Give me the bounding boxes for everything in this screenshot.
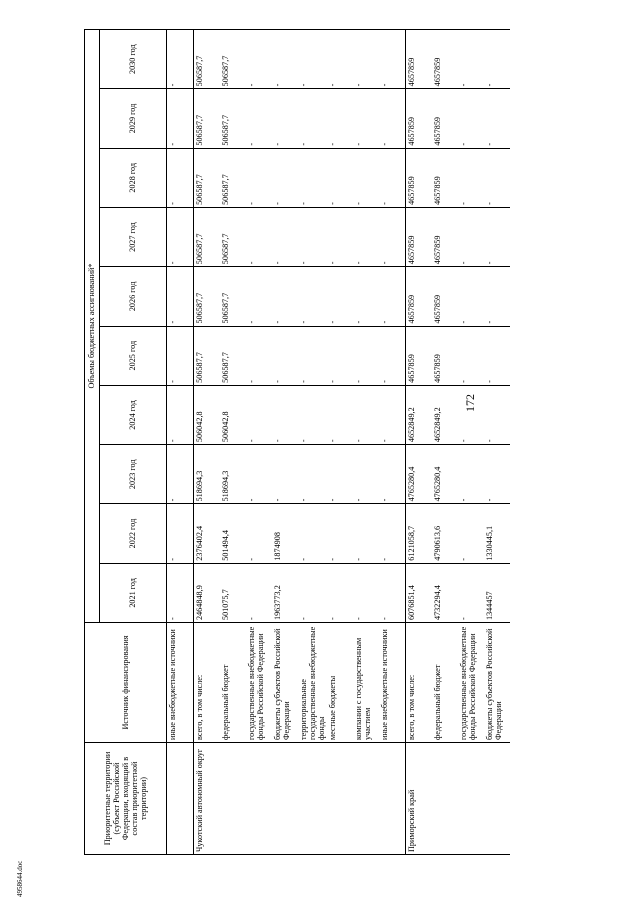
value-cell: - xyxy=(272,445,298,504)
value-cell: - xyxy=(167,89,194,148)
territory-cell: Приморский край xyxy=(406,743,433,855)
value-cell: 4657859 xyxy=(406,148,433,207)
value-cell: - xyxy=(379,148,406,207)
value-cell: 1874908 xyxy=(272,504,298,563)
budget-table xyxy=(84,29,510,855)
value-cell: - xyxy=(353,326,379,385)
year-header: 2030 год xyxy=(100,29,167,88)
value-cell: - xyxy=(379,207,406,266)
value-cell: 6121058,7 xyxy=(406,504,433,563)
table-row xyxy=(246,29,272,854)
value-cell: - xyxy=(458,89,484,148)
table-row xyxy=(327,29,353,854)
value-cell: - xyxy=(458,504,484,563)
value-cell: 518694,3 xyxy=(220,445,246,504)
value-cell: - xyxy=(379,445,406,504)
budget-table-container xyxy=(84,30,560,855)
value-cell: - xyxy=(167,267,194,326)
table-row xyxy=(379,29,406,854)
value-cell: - xyxy=(327,148,353,207)
value-cell: - xyxy=(353,504,379,563)
source-cell: бюджеты субъектов Российской Федерации xyxy=(484,623,510,743)
value-cell: - xyxy=(379,326,406,385)
value-cell: - xyxy=(167,445,194,504)
value-cell: 4657859 xyxy=(432,89,458,148)
value-cell: 506587,7 xyxy=(220,207,246,266)
source-cell: государственные внебюджетные фонды Российской Федерации xyxy=(246,623,272,743)
value-cell: 4765280,4 xyxy=(432,445,458,504)
value-cell: - xyxy=(167,563,194,622)
value-cell: 506587,7 xyxy=(220,326,246,385)
value-cell: - xyxy=(167,207,194,266)
territory-cell xyxy=(246,743,272,855)
source-cell: местные бюджеты xyxy=(327,623,353,743)
value-cell: - xyxy=(272,326,298,385)
value-cell: 506587,7 xyxy=(194,267,221,326)
value-cell: 4652849,2 xyxy=(406,385,433,444)
value-cell: 1330445,1 xyxy=(484,504,510,563)
value-cell: 506587,7 xyxy=(194,89,221,148)
table-row xyxy=(353,29,379,854)
value-cell: 1344457 xyxy=(484,563,510,622)
value-cell: - xyxy=(327,504,353,563)
source-cell: государственные внебюджетные фонды Российской Федерации xyxy=(458,623,484,743)
year-header: 2026 год xyxy=(100,267,167,326)
source-cell: компании с государственным участием xyxy=(353,623,379,743)
value-cell: - xyxy=(484,267,510,326)
value-cell: - xyxy=(379,89,406,148)
value-cell: - xyxy=(458,29,484,88)
value-cell: 1963773,2 xyxy=(272,563,298,622)
value-cell: - xyxy=(246,445,272,504)
value-cell: - xyxy=(484,207,510,266)
value-cell: 4657859 xyxy=(406,207,433,266)
value-cell: 4657859 xyxy=(432,29,458,88)
value-cell: 506587,7 xyxy=(194,29,221,88)
value-cell: - xyxy=(484,385,510,444)
value-cell: - xyxy=(484,148,510,207)
value-cell: - xyxy=(298,207,327,266)
value-cell: 4657859 xyxy=(432,207,458,266)
table-row xyxy=(484,29,510,854)
value-cell: - xyxy=(353,207,379,266)
value-cell: 501075,7 xyxy=(220,563,246,622)
territory-cell xyxy=(353,743,379,855)
territory-cell xyxy=(220,743,246,855)
table-row xyxy=(458,29,484,854)
value-cell: - xyxy=(327,89,353,148)
value-cell: 4657859 xyxy=(406,267,433,326)
table-body xyxy=(167,29,511,854)
value-cell: - xyxy=(246,267,272,326)
source-cell: иные внебюджетные источники xyxy=(167,623,194,743)
value-cell: - xyxy=(246,89,272,148)
source-cell: федеральный бюджет xyxy=(432,623,458,743)
value-cell: 506042,8 xyxy=(220,385,246,444)
value-cell: 4657859 xyxy=(406,89,433,148)
source-cell: всего, в том числе: xyxy=(406,623,433,743)
budget-header: Объемы бюджетных ассигнований* xyxy=(85,29,100,622)
value-cell: - xyxy=(458,267,484,326)
source-cell: всего, в том числе: xyxy=(194,623,221,743)
value-cell: - xyxy=(353,29,379,88)
table-row xyxy=(220,29,246,854)
value-cell: - xyxy=(246,148,272,207)
territory-cell: Чукотский автономный округ xyxy=(194,743,221,855)
value-cell: - xyxy=(246,385,272,444)
value-cell: 4732294,4 xyxy=(432,563,458,622)
value-cell: 506587,7 xyxy=(194,326,221,385)
value-cell: - xyxy=(379,504,406,563)
year-header: 2023 год xyxy=(100,445,167,504)
source-cell: иные внебюджетные источники xyxy=(379,623,406,743)
page-number: 172 xyxy=(463,394,477,412)
value-cell: - xyxy=(458,326,484,385)
value-cell: - xyxy=(484,29,510,88)
source-cell: федеральный бюджет xyxy=(220,623,246,743)
value-cell: - xyxy=(167,326,194,385)
value-cell: - xyxy=(353,385,379,444)
value-cell: - xyxy=(298,267,327,326)
value-cell: - xyxy=(353,148,379,207)
value-cell: 506587,7 xyxy=(220,29,246,88)
value-cell: - xyxy=(167,148,194,207)
value-cell: 506587,7 xyxy=(194,148,221,207)
value-cell: - xyxy=(246,207,272,266)
value-cell: 4657859 xyxy=(432,326,458,385)
year-header: 2029 год xyxy=(100,89,167,148)
value-cell: - xyxy=(272,148,298,207)
value-cell: - xyxy=(327,267,353,326)
value-cell: - xyxy=(272,89,298,148)
year-header: 2025 год xyxy=(100,326,167,385)
value-cell: - xyxy=(298,29,327,88)
value-cell: 6076851,4 xyxy=(406,563,433,622)
value-cell: - xyxy=(246,563,272,622)
value-cell: 506587,7 xyxy=(220,267,246,326)
source-cell: бюджеты субъектов Российской Федерации xyxy=(272,623,298,743)
value-cell: - xyxy=(327,207,353,266)
table-row xyxy=(194,29,221,854)
value-cell: - xyxy=(167,29,194,88)
value-cell: - xyxy=(298,385,327,444)
territory-cell xyxy=(458,743,484,855)
value-cell: - xyxy=(379,385,406,444)
value-cell: - xyxy=(458,563,484,622)
territory-cell xyxy=(167,743,194,855)
value-cell: - xyxy=(379,563,406,622)
file-label: 4958644.doc xyxy=(16,860,24,897)
value-cell: 4657859 xyxy=(406,29,433,88)
territory-cell xyxy=(298,743,327,855)
source-cell: территориальные государственные внебюджетные фонды xyxy=(298,623,327,743)
value-cell: - xyxy=(458,148,484,207)
territory-header: Приоритетные территории (субъект Российской Федерации, входящий в состав приоритетной территории) xyxy=(85,743,167,855)
value-cell: - xyxy=(298,148,327,207)
value-cell: - xyxy=(246,326,272,385)
table-row xyxy=(406,29,433,854)
value-cell: - xyxy=(246,29,272,88)
value-cell: - xyxy=(327,326,353,385)
value-cell: - xyxy=(272,385,298,444)
value-cell: 4657859 xyxy=(406,326,433,385)
value-cell: - xyxy=(353,445,379,504)
year-header: 2027 год xyxy=(100,207,167,266)
year-header: 2028 год xyxy=(100,148,167,207)
value-cell: 518694,3 xyxy=(194,445,221,504)
value-cell: - xyxy=(327,385,353,444)
value-cell: 2464848,9 xyxy=(194,563,221,622)
value-cell: - xyxy=(298,445,327,504)
value-cell: 506587,7 xyxy=(220,89,246,148)
value-cell: - xyxy=(379,267,406,326)
value-cell: - xyxy=(353,89,379,148)
territory-cell xyxy=(327,743,353,855)
table-row xyxy=(432,29,458,854)
value-cell: - xyxy=(272,267,298,326)
value-cell: - xyxy=(246,504,272,563)
value-cell: 506587,7 xyxy=(194,207,221,266)
value-cell: - xyxy=(167,504,194,563)
territory-cell xyxy=(272,743,298,855)
value-cell: - xyxy=(458,445,484,504)
value-cell: 4657859 xyxy=(432,267,458,326)
source-header: Источник финансирования xyxy=(85,623,167,743)
value-cell: 4765280,4 xyxy=(406,445,433,504)
value-cell: - xyxy=(484,445,510,504)
territory-cell xyxy=(484,743,510,855)
value-cell: - xyxy=(327,445,353,504)
value-cell: - xyxy=(458,207,484,266)
value-cell: - xyxy=(272,207,298,266)
value-cell: - xyxy=(298,504,327,563)
value-cell: 501494,4 xyxy=(220,504,246,563)
value-cell: - xyxy=(353,563,379,622)
territory-cell xyxy=(432,743,458,855)
value-cell: - xyxy=(298,563,327,622)
value-cell: - xyxy=(298,89,327,148)
table-row xyxy=(167,29,194,854)
table-row xyxy=(298,29,327,854)
year-header: 2021 год xyxy=(100,563,167,622)
year-header: 2022 год xyxy=(100,504,167,563)
value-cell: - xyxy=(484,326,510,385)
territory-cell xyxy=(379,743,406,855)
value-cell: 4790613,6 xyxy=(432,504,458,563)
value-cell: - xyxy=(458,385,484,444)
value-cell: - xyxy=(298,326,327,385)
value-cell: 4657859 xyxy=(432,148,458,207)
value-cell: 4652849,2 xyxy=(432,385,458,444)
value-cell: 506042,8 xyxy=(194,385,221,444)
year-header: 2024 год xyxy=(100,385,167,444)
table-row xyxy=(272,29,298,854)
value-cell: - xyxy=(484,89,510,148)
value-cell: - xyxy=(327,29,353,88)
value-cell: - xyxy=(327,563,353,622)
value-cell: 506587,7 xyxy=(220,148,246,207)
value-cell: - xyxy=(272,29,298,88)
value-cell: 2376402,4 xyxy=(194,504,221,563)
value-cell: - xyxy=(379,29,406,88)
value-cell: - xyxy=(353,267,379,326)
value-cell: - xyxy=(167,385,194,444)
